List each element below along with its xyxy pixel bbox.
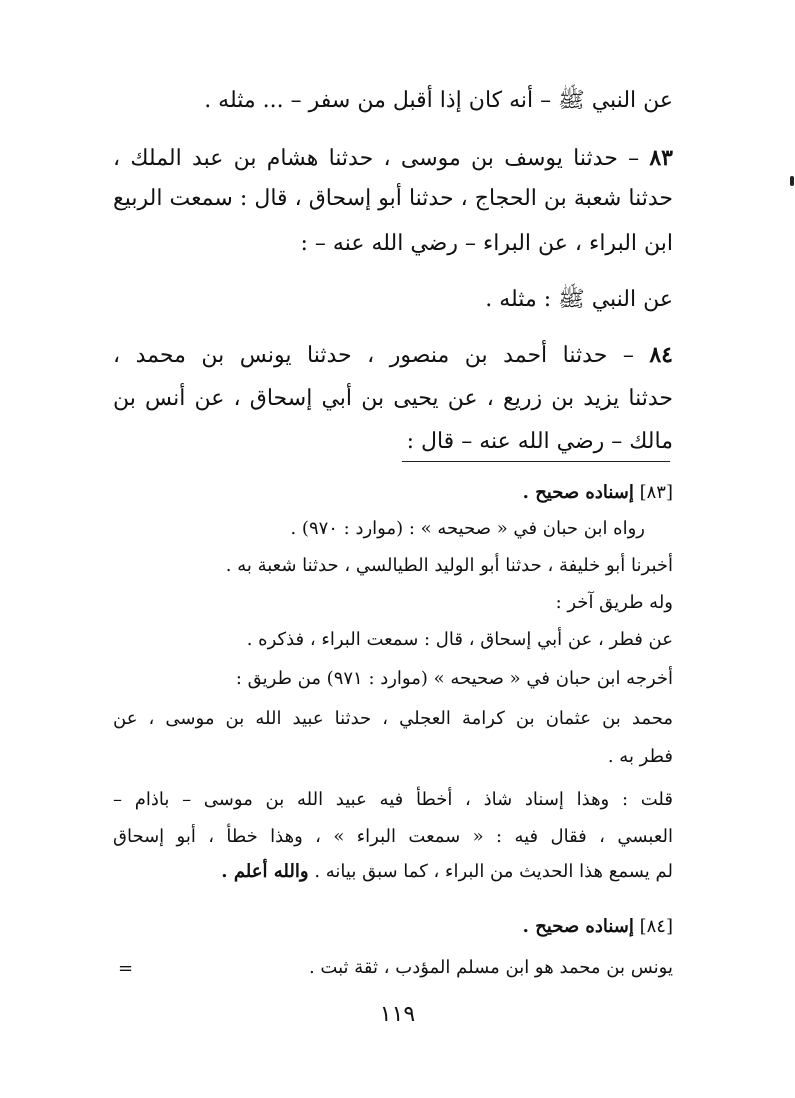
- footnote-line: أخرجه ابن حبان في « صحيحه » (موارد : ٩٧١) من طريق :: [235, 668, 673, 689]
- footnote-line: فطر به .: [607, 746, 673, 767]
- hadith-number: ٨٤: [649, 342, 673, 368]
- continuation-mark: =: [118, 958, 134, 979]
- footnote-line: يونس بن محمد هو ابن مسلم المؤدب ، ثقة ثبت .: [308, 957, 673, 978]
- text-line: مالك – رضي الله عنه – قال :: [406, 429, 673, 454]
- footnote-line: أخبرنا أبو خليفة ، حدثنا أبو الوليد الطيالسي ، حدثنا شعبة به .: [225, 555, 673, 576]
- footnote-grade: إسناده صحيح .: [522, 916, 634, 937]
- hadith-84-line: [113, 340, 673, 371]
- text-line: عن النبي ﷺ – أنه كان إذا أقبل من سفر – ... مثله .: [204, 88, 673, 113]
- hadith-number: ٨٣: [649, 145, 673, 171]
- footnote-line: العبسي ، فقال فيه : « سمعت البراء » ، وهذا خطأ ، أبو إسحاق: [113, 826, 673, 847]
- footnote-line: قلت : وهذا إسناد شاذ ، أخطأ فيه عبيد الله بن موسى – باذام –: [113, 789, 673, 810]
- footnote-label: [٨٣]: [639, 482, 673, 503]
- page-number: ١١٩: [379, 1002, 416, 1027]
- footnote-text: لم يسمع هذا الحديث من البراء ، كما سبق بيانه .: [314, 861, 673, 882]
- footnote-line: وله طريق آخر :: [555, 592, 673, 613]
- footnote-label: [٨٤]: [639, 916, 673, 937]
- text-line: عن النبي ﷺ : مثله .: [485, 287, 673, 312]
- footnote-grade: إسناده صحيح .: [522, 482, 634, 503]
- footnote-line: عن فطر ، عن أبي إسحاق ، قال : سمعت البراء ، فذكره .: [246, 629, 673, 650]
- footnote-separator: [402, 461, 670, 462]
- text-line: حدثنا يزيد بن زريع ، عن يحيى بن أبي إسحاق ، عن أنس بن: [113, 386, 673, 411]
- text-line: حدثنا شعبة بن الحجاج ، حدثنا أبو إسحاق ، قال : سمعت الربيع: [113, 186, 673, 211]
- margin-mark: [790, 176, 794, 186]
- hadith-83-line: [113, 143, 673, 174]
- hadith-text: – حدثنا يوسف بن موسى ، حدثنا هشام بن عبد الملك ،: [113, 146, 640, 171]
- footnote-closing: والله أعلم .: [221, 861, 309, 882]
- footnote-83-heading: [113, 480, 673, 506]
- hadith-text: – حدثنا أحمد بن منصور ، حدثنا يونس بن محمد ،: [113, 343, 634, 368]
- footnote-84-heading: [113, 914, 673, 940]
- text-line: ابن البراء ، عن البراء – رضي الله عنه – :: [300, 231, 673, 256]
- footnote-line: محمد بن عثمان بن كرامة العجلي ، حدثنا عبيد الله بن موسى ، عن: [113, 708, 673, 729]
- footnote-line: رواه ابن حبان في « صحيحه » : (موارد : ٩٧٠) .: [290, 518, 645, 539]
- footnote-line: [113, 859, 673, 885]
